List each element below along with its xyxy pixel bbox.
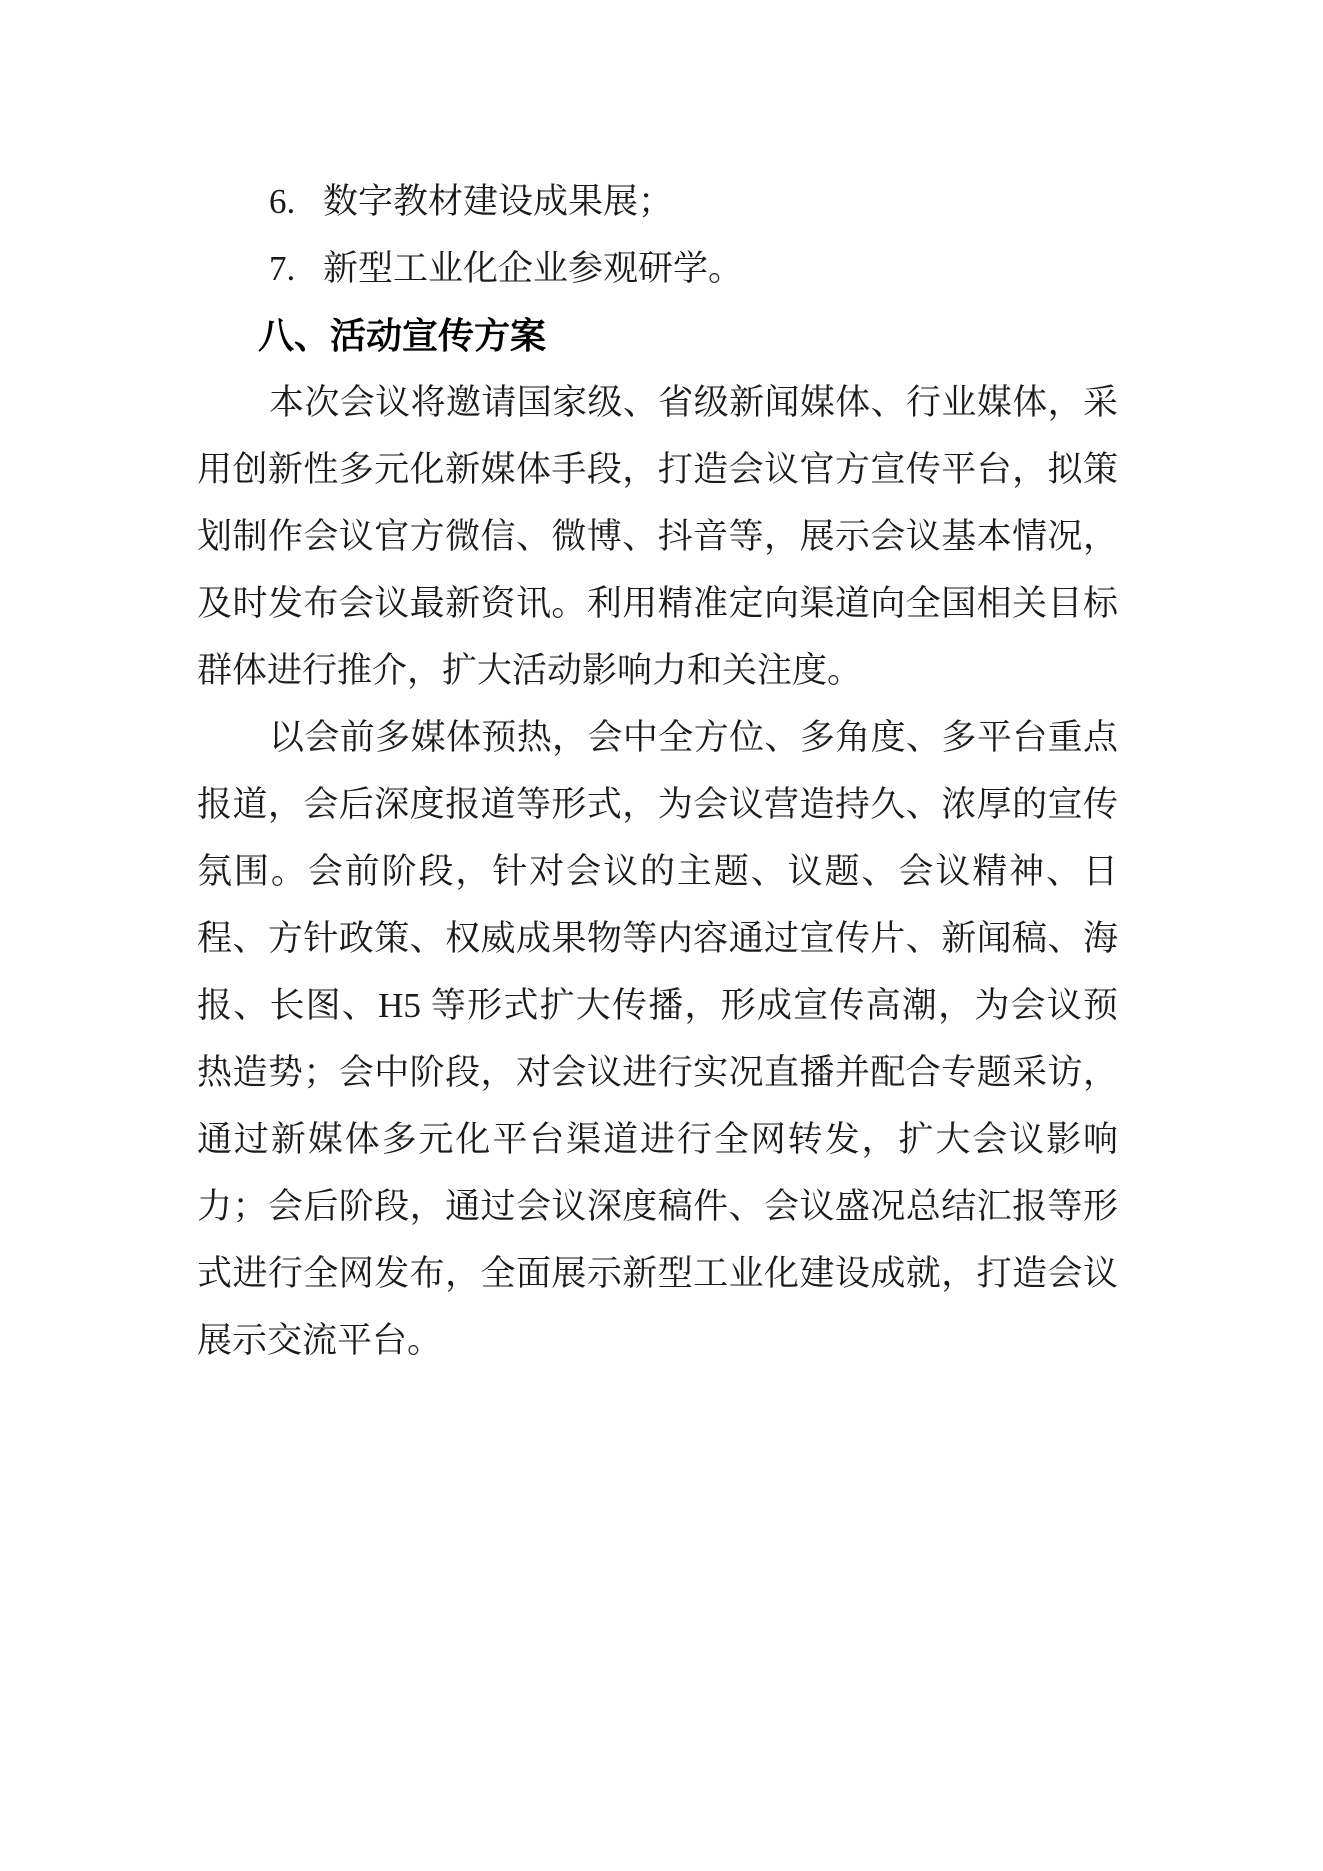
list-item bbox=[197, 235, 1118, 302]
section-heading: 八、活动宣传方案 bbox=[258, 315, 547, 356]
list-item-number: 6. bbox=[269, 182, 296, 221]
body-paragraph: 以会前多媒体预热，会中全方位、多角度、多平台重点报道，会后深度报道等形式，为会议营造持久、浓厚的宣传氛围。会前阶段，针对会议的主题、议题、会议精神、日程、方针政策、权威成果物等内容通过宣传片、新闻稿、海报、长图、H5 等形式扩大传播，形成宣传高潮，为会议预热造势；会中阶段，对会议进行实况直播并配合专题采访，通过新媒体多元化平台渠道进行全网转发，扩大会议影响力；会后阶段，通过会议深度稿件、会议盛况总结汇报等形式进行全网发布，全面展示新型工业化建设成就，打造会议展示交流平台。 bbox=[197, 718, 1118, 1360]
list-item-text: 数字教材建设成果展； bbox=[323, 182, 674, 221]
body-paragraph: 本次会议将邀请国家级、省级新闻媒体、行业媒体，采用创新性多元化新媒体手段，打造会议官方宣传平台，拟策划制作会议官方微信、微博、抖音等，展示会议基本情况，及时发布会议最新资讯。利用精准定向渠道向全国相关目标群体进行推介，扩大活动影响力和关注度。 bbox=[197, 383, 1118, 690]
list-item-text: 新型工业化企业参观研学。 bbox=[323, 249, 744, 288]
list-item bbox=[197, 168, 1118, 235]
document-content bbox=[197, 168, 1118, 1374]
list-item-number: 7. bbox=[269, 249, 296, 288]
